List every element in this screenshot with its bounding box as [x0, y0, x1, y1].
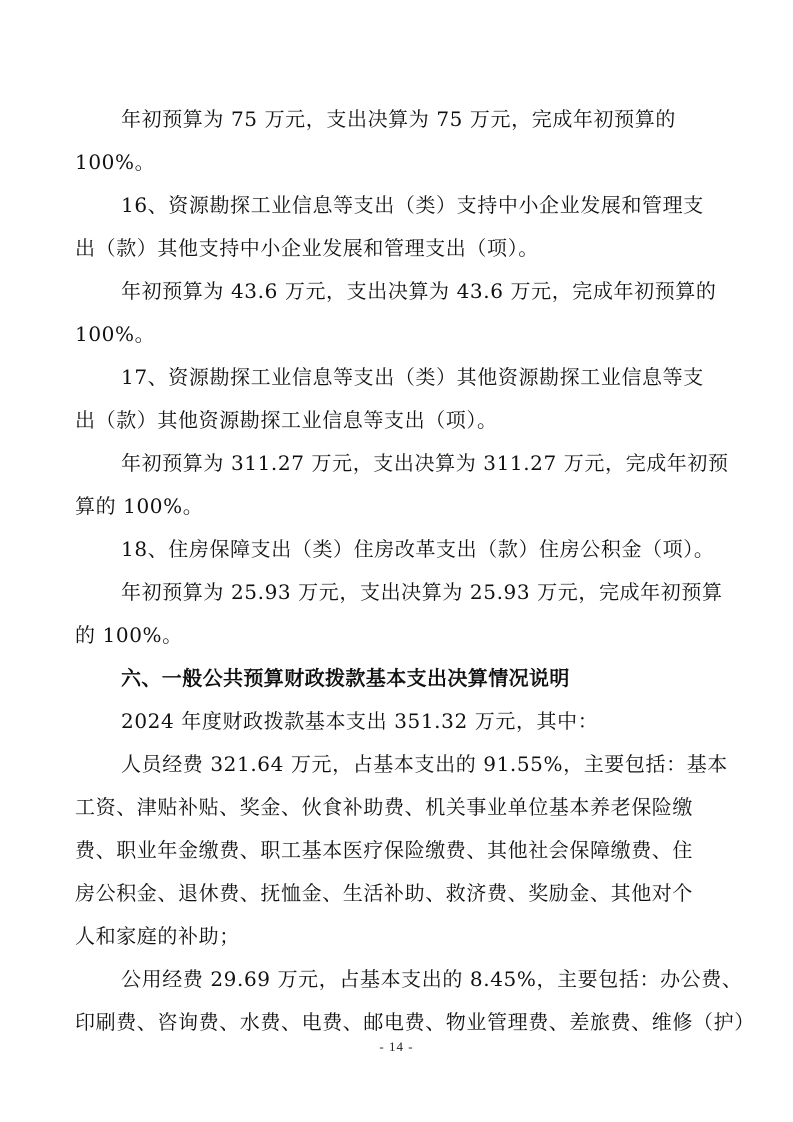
paragraph-line: 费、职业年金缴费、职工基本医疗保险缴费、其他社会保障缴费、住: [75, 838, 693, 862]
paragraph-line: 17、资源勘探工业信息等支出（类）其他资源勘探工业信息等支: [121, 365, 704, 389]
paragraph-line: 100%。: [75, 322, 156, 346]
paragraph-line: 公用经费 29.69 万元，占基本支出的 8.45%，主要包括：办公费、: [121, 967, 743, 991]
paragraph-line: 年初预算为 311.27 万元，支出决算为 311.27 万元，完成年初预: [121, 451, 729, 475]
paragraph-line: 出（款）其他资源勘探工业信息等支出（项）。: [75, 408, 498, 432]
paragraph-line: 印刷费、咨询费、水费、电费、邮电费、物业管理费、差旅费、维修（护）: [75, 1010, 755, 1034]
paragraph-line: 年初预算为 25.93 万元，支出决算为 25.93 万元，完成年初预算: [121, 580, 723, 604]
paragraph-line: 出（款）其他支持中小企业发展和管理支出（项）。: [75, 236, 539, 260]
paragraph-line: 人员经费 321.64 万元，占基本支出的 91.55%，主要包括：基本: [121, 752, 728, 776]
paragraph-line: 2024 年度财政拨款基本支出 351.32 万元，其中：: [121, 709, 599, 733]
paragraph-line: 算的 100%。: [75, 494, 204, 518]
paragraph-line: 工资、津贴补贴、奖金、伙食补助费、机关事业单位基本养老保险缴: [75, 795, 693, 819]
paragraph-line: 100%。: [75, 150, 156, 174]
paragraph-line: 年初预算为 75 万元，支出决算为 75 万元，完成年初预算的: [121, 107, 676, 131]
paragraph-line: 房公积金、退休费、抚恤金、生活补助、救济费、奖励金、其他对个: [75, 881, 693, 905]
paragraph-line: 年初预算为 43.6 万元，支出决算为 43.6 万元，完成年初预算的: [121, 279, 717, 303]
section-heading: 六、一般公共预算财政拨款基本支出决算情况说明: [121, 666, 570, 690]
page-number: - 14 -: [379, 1039, 414, 1054]
paragraph-line: 的 100%。: [75, 623, 183, 647]
paragraph-line: 人和家庭的补助；: [75, 924, 240, 948]
paragraph-line: 16、资源勘探工业信息等支出（类）支持中小企业发展和管理支: [121, 193, 704, 217]
paragraph-line: 18、住房保障支出（类）住房改革支出（款）住房公积金（项）。: [121, 537, 715, 561]
